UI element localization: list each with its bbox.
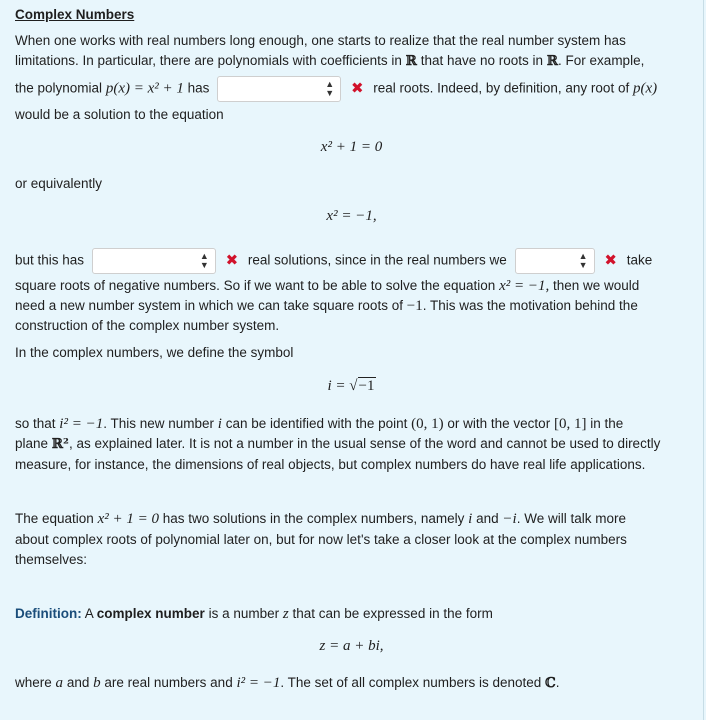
paragraph-2-line-3: need a new number system in which we can take square roots of −1. This was the motivation behind the — [15, 298, 638, 314]
reals-symbol: ℝ — [546, 53, 559, 69]
definition: Definition: A complex number is a number z that can be expressed in the form — [15, 606, 493, 622]
incorrect-icon: ✖ — [604, 252, 617, 269]
incorrect-icon: ✖ — [225, 252, 239, 269]
definition-label: Definition: — [15, 606, 82, 621]
polynomial-expression: p(x) = x² + 1 — [105, 80, 184, 97]
paragraph-4-line-2: plane ℝ², as explained later. It is not a number in the usual sense of the word and cannot be used to directly — [15, 436, 661, 452]
paragraph-2-line-4: construction of the complex number system. — [15, 318, 280, 333]
solution-count-select[interactable] — [92, 248, 216, 274]
select-arrows-icon: ▲ ▼ — [199, 251, 209, 270]
paragraph-1-line-1: When one works with real numbers long enough, one starts to realize that the real number system has — [15, 33, 626, 48]
paragraph-5-line-1: The equation x² + 1 = 0 has two solutions in the complex numbers, namely i and −i. We will talk more — [15, 511, 626, 527]
reals-symbol: ℝ — [405, 53, 417, 69]
select-arrows-icon: ▲ ▼ — [578, 251, 588, 270]
paragraph-5-line-2: about complex roots of polynomial later on, but for now let's take a closer look at the complex numbers — [15, 532, 627, 547]
paragraph-2-line-2: square roots of negative numbers. So if we want to be able to solve the equation x² = −1, then we would — [15, 278, 640, 294]
paragraph-4-line-1: so that i² = −1. This new number i can be identified with the point (0, 1) or with the vector [0, 1] in the — [15, 416, 624, 432]
paragraph-1-line-3: the polynomial p(x) = x² + 1 has ▲ ▼ ✖ real roots. Indeed, by definition, any root of p(x) — [15, 76, 657, 102]
paragraph-5-line-3: themselves: — [15, 552, 88, 567]
paragraph-2-line-1: but this has ▲ ▼ ✖ real solutions, since in the real numbers we ▲ ▼ ✖ take — [15, 248, 652, 274]
equation-x2-plus-1: x² + 1 = 0 — [320, 139, 383, 155]
complex-symbol: ℂ — [545, 675, 556, 691]
definition-term: complex number — [96, 606, 205, 621]
root-count-select-1[interactable] — [217, 76, 341, 102]
paragraph-6: where a and b are real numbers and i² = −1. The set of all complex numbers is denoted ℂ. — [15, 675, 560, 691]
incorrect-icon: ✖ — [350, 80, 364, 97]
p-of-x: p(x) — [632, 80, 658, 97]
equation-x2-eq-minus1: x² = −1, — [326, 208, 377, 224]
or-equivalently-text: or equivalently — [15, 176, 103, 191]
equation-i-def: i = √−1 — [327, 378, 375, 394]
can-cannot-select[interactable] — [515, 248, 595, 274]
equation-z-form: z = a + bi, — [319, 638, 384, 654]
section-title: Complex Numbers — [15, 7, 135, 22]
paragraph-1-line-4: would be a solution to the equation — [15, 107, 224, 122]
paragraph-4-line-3: measure, for instance, the dimensions of real objects, but complex numbers do have real life applications. — [15, 457, 646, 472]
paragraph-1-line-2: limitations. In particular, there are polynomials with coefficients in ℝ that have no roots in ℝ. For example, — [15, 53, 645, 69]
paragraph-3: In the complex numbers, we define the symbol — [15, 345, 294, 360]
select-arrows-icon: ▲ ▼ — [325, 79, 335, 98]
